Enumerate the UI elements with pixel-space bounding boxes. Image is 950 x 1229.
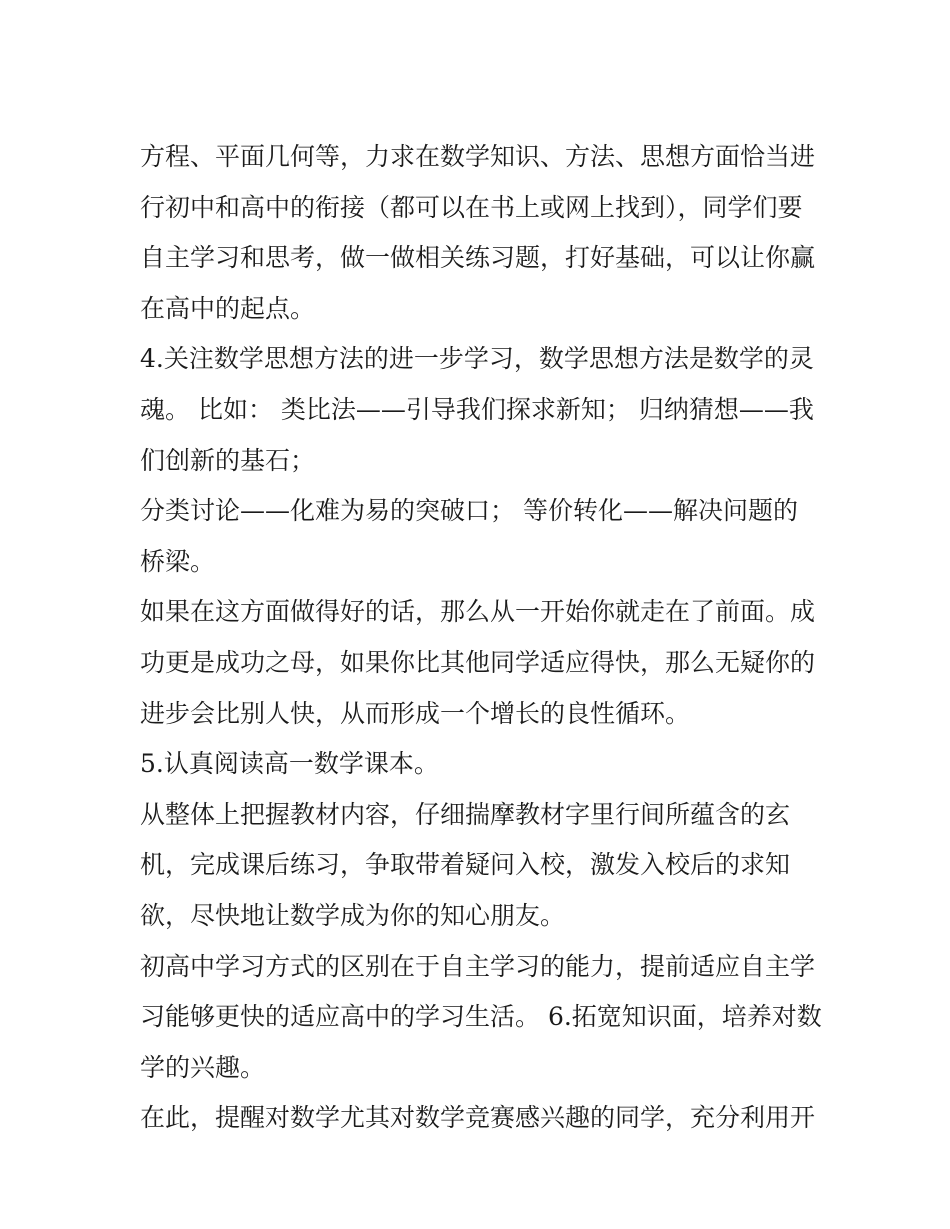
text-line: 习能够更快的适应高中的学习生活。 6.拓宽知识面，培养对数: [140, 1002, 822, 1032]
text-line: 功更是成功之母，如果你比其他同学适应得快，那么无疑你的: [140, 647, 816, 677]
text-line: 从整体上把握教材内容，仔细揣摩教材字里行间所蕴含的玄: [140, 799, 791, 829]
text-line: 在高中的起点。: [140, 293, 316, 323]
text-line: 分类讨论——化难为易的突破口； 等价转化——解决问题的: [140, 496, 798, 526]
text-line: 方程、平面几何等，力求在数学知识、方法、思想方面恰当进: [140, 142, 816, 171]
text-line: 行初中和高中的衔接（都可以在书上或网上找到），同学们要: [140, 192, 803, 222]
text-line: 欲，尽快地让数学成为你的知心朋友。: [140, 900, 566, 930]
text-line: 5.认真阅读高一数学课本。: [140, 749, 439, 779]
text-line: 4.关注数学思想方法的进一步学习，数学思想方法是数学的灵: [140, 344, 814, 374]
text-line: 进步会比别人快，从而形成一个增长的良性循环。: [140, 698, 691, 728]
text-line: 在此，提醒对数学尤其对数学竞赛感兴趣的同学，充分利用开: [140, 1103, 816, 1133]
text-line: 机，完成课后练习，争取带着疑问入校，激发入校后的求知: [140, 850, 791, 880]
text-line: 如果在这方面做得好的话，那么从一开始你就走在了前面。成: [140, 597, 816, 627]
text-line: 初高中学习方式的区别在于自主学习的能力，提前适应自主学: [140, 951, 816, 981]
text-line: 学的兴趣。: [140, 1052, 266, 1082]
text-line: 自主学习和思考，做一做相关练习题，打好基础，可以让你赢: [140, 243, 816, 273]
text-line: 桥梁。: [140, 546, 216, 576]
body-text: [140, 132, 820, 1144]
text-line: 们创新的基石；: [140, 445, 316, 475]
text-line: 魂。 比如： 类比法——引导我们探求新知； 归纳猜想——我: [140, 394, 814, 424]
